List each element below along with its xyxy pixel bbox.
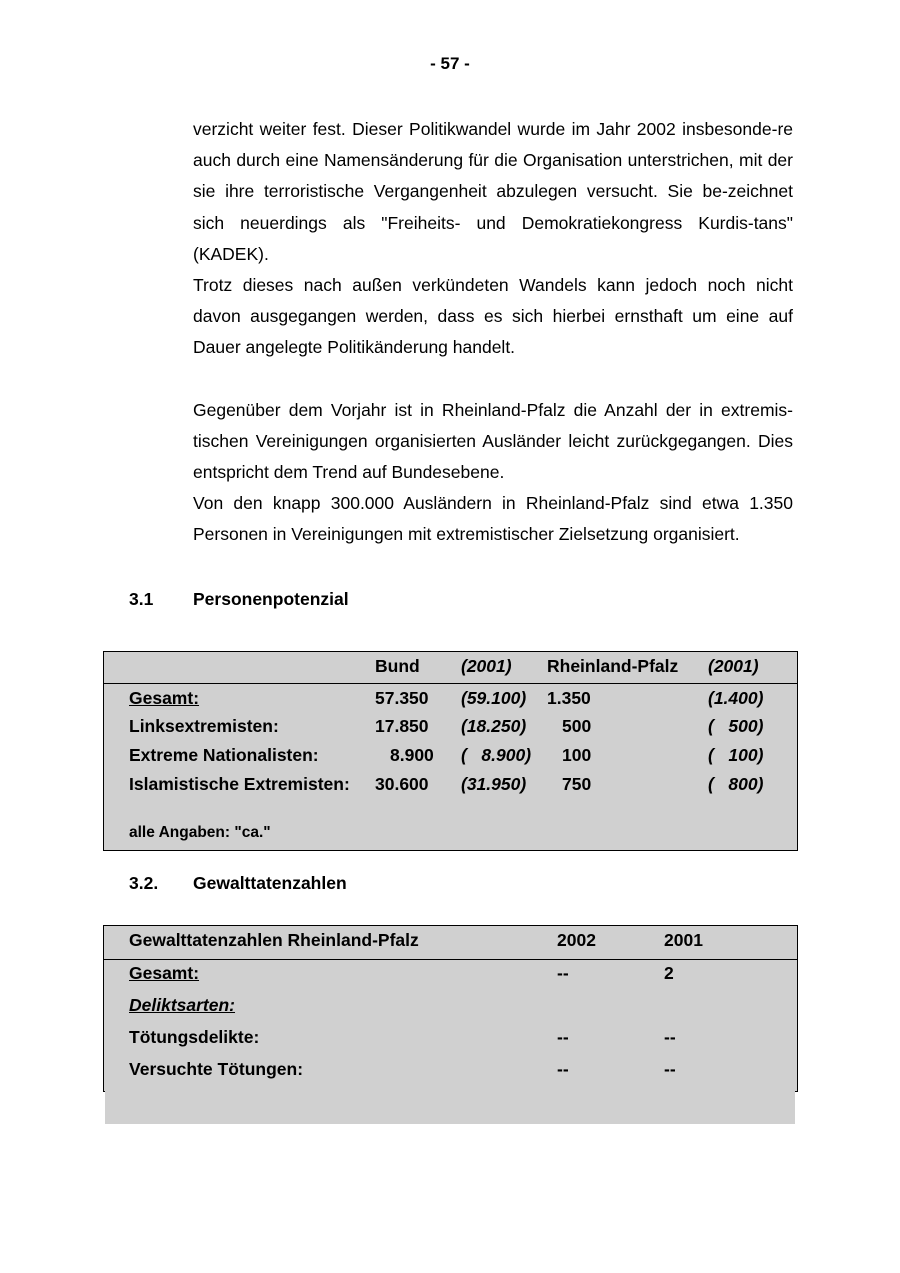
row-bund-links: 17.850 bbox=[375, 716, 429, 736]
header-2001: 2001 bbox=[664, 930, 703, 950]
row-label-versucht: Versuchte Tötungen: bbox=[129, 1059, 304, 1079]
table-shadow bbox=[105, 1091, 795, 1124]
row-2001-versucht: -- bbox=[664, 1059, 676, 1079]
row-2002-toetung: -- bbox=[557, 1027, 569, 1047]
header-title: Gewalttatenzahlen Rheinland-Pfalz bbox=[129, 930, 419, 950]
row-bund-gesamt: 57.350 bbox=[375, 688, 429, 708]
row-2001-gesamt: 2 bbox=[664, 963, 674, 983]
paragraph-4-text: Von den knapp 300.000 Ausländern in Rheinland-Pfalz sind etwa 1.350 Personen in Vereinigungen mit extremistischer Zielsetzung organisiert. bbox=[193, 493, 793, 545]
header-rlp: Rheinland-Pfalz bbox=[547, 656, 679, 676]
header-bund-2001: (2001) bbox=[461, 656, 512, 676]
section-2-number: 3.2. bbox=[129, 873, 159, 893]
row-label-national: Extreme Nationalisten: bbox=[129, 745, 319, 765]
row-bund-islam: 30.600 bbox=[375, 774, 429, 794]
paragraph-3 bbox=[193, 395, 793, 489]
row-label-gesamt: Gesamt: bbox=[129, 688, 200, 708]
section-1-number: 3.1 bbox=[129, 589, 154, 609]
section-1-title: Personenpotenzial bbox=[193, 589, 349, 609]
table-header-row bbox=[104, 652, 797, 684]
row-rlp-prev-national: ( 100) bbox=[708, 745, 764, 765]
paragraph-2 bbox=[193, 270, 793, 364]
row-label-links: Linksextremisten: bbox=[129, 716, 279, 736]
paragraph-1-text: verzicht weiter fest. Dieser Politikwandel wurde im Jahr 2002 insbesonde-re auch durch eine Namensänderung für die Organisation unterstrichen, mit der sie ihre terroristische Vergangenheit abzulegen versucht. Sie be-zeichnet sich neuerdings als "Freiheits- und Demokratiekongress Kurdis-tans" (KADEK). bbox=[193, 119, 793, 264]
row-2002-versucht: -- bbox=[557, 1059, 569, 1079]
row-label-deliktsarten: Deliktsarten: bbox=[129, 995, 236, 1015]
row-bund-national: 8.900 bbox=[390, 745, 434, 765]
row-rlp-national: 100 bbox=[562, 745, 592, 765]
row-label-toetung: Tötungsdelikte: bbox=[129, 1027, 260, 1047]
row-bund-prev-islam: (31.950) bbox=[461, 774, 527, 794]
row-bund-prev-national: ( 8.900) bbox=[461, 745, 532, 765]
personenpotenzial-table bbox=[103, 651, 798, 851]
row-rlp-prev-links: ( 500) bbox=[708, 716, 764, 736]
header-rlp-2001: (2001) bbox=[708, 656, 759, 676]
paragraph-4 bbox=[193, 488, 793, 550]
row-rlp-gesamt: 1.350 bbox=[547, 688, 591, 708]
row-2001-toetung: -- bbox=[664, 1027, 676, 1047]
row-bund-prev-links: (18.250) bbox=[461, 716, 527, 736]
row-bund-prev-gesamt: (59.100) bbox=[461, 688, 527, 708]
row-label-islam: Islamistische Extremisten: bbox=[129, 774, 350, 794]
row-rlp-islam: 750 bbox=[562, 774, 592, 794]
section-2-title: Gewalttatenzahlen bbox=[193, 873, 347, 893]
table-footnote: alle Angaben: "ca." bbox=[129, 824, 271, 841]
paragraph-2-text: Trotz dieses nach außen verkündeten Wandels kann jedoch noch nicht davon ausgegangen werden, dass es sich hierbei ernsthaft um eine auf Dauer angelegte Politikänderung handelt. bbox=[193, 275, 793, 358]
row-label-gesamt: Gesamt: bbox=[129, 963, 200, 983]
paragraph-3-text: Gegenüber dem Vorjahr ist in Rheinland-Pfalz die Anzahl der in extremis-tischen Vereinigungen organisierten Ausländer leicht zurückgegangen. Dies entspricht dem Trend auf Bundesebene. bbox=[193, 400, 793, 483]
row-rlp-prev-islam: ( 800) bbox=[708, 774, 764, 794]
header-2002: 2002 bbox=[557, 930, 596, 950]
paragraph-1 bbox=[193, 114, 793, 270]
row-rlp-prev-gesamt: (1.400) bbox=[708, 688, 764, 708]
gewalttaten-table bbox=[103, 925, 798, 1092]
row-2002-gesamt: -- bbox=[557, 963, 569, 983]
header-bund: Bund bbox=[375, 656, 420, 676]
page-number: - 57 - bbox=[430, 54, 470, 73]
row-rlp-links: 500 bbox=[562, 716, 592, 736]
